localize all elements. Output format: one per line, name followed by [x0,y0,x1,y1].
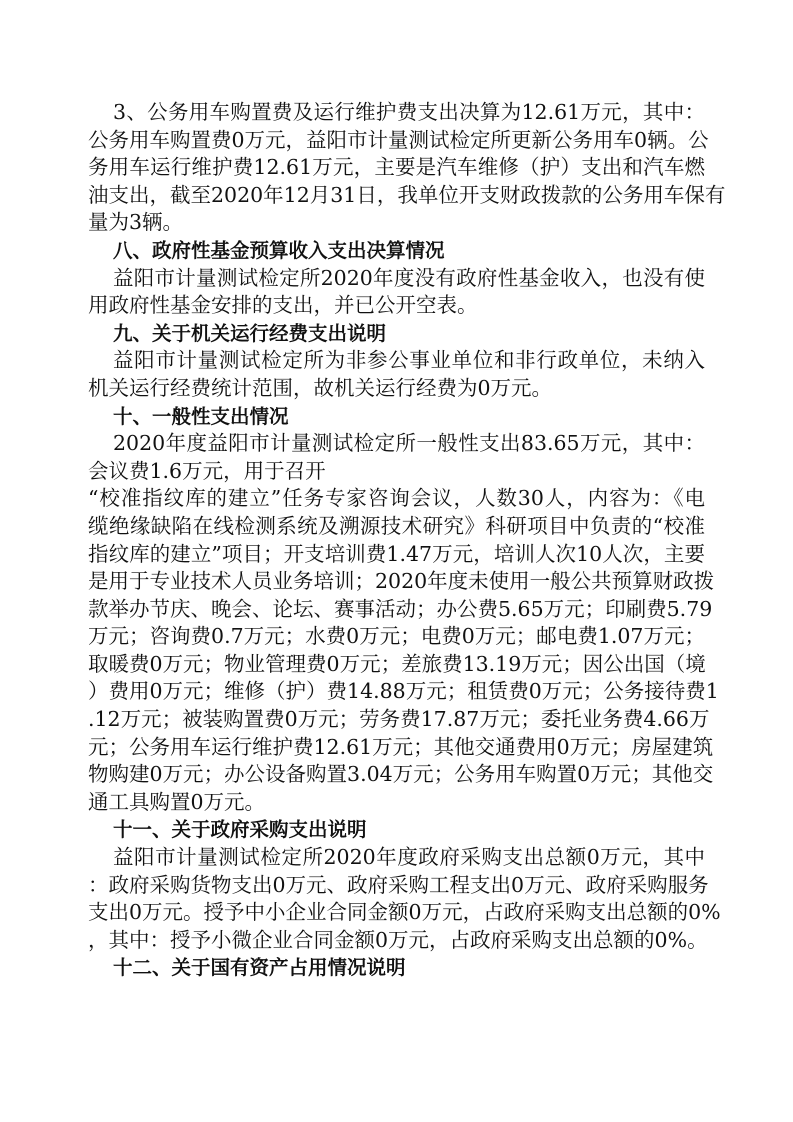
paragraph-line: 用政府性基金安排的支出，并已公开空表。 [88,293,478,318]
section-heading-9: 九、关于机关运行经费支出说明 [113,321,387,345]
document-page [88,99,726,982]
paragraph-line: 支出0万元。授予中小企业合同金额0万元，占政府采购支出总额的0% [88,900,721,925]
paragraph-line: 取暖费0万元；物业管理费0万元；差旅费13.19万元；因公出国（境 [88,651,706,676]
paragraph-line: ）费用0万元；维修（护）费14.88万元；租赁费0万元；公务接待费1 [88,679,719,704]
paragraph-line: .12万元；被装购置费0万元；劳务费17.87万元；委托业务费4.66万 [88,707,710,732]
paragraph-line: ，其中：授予小微企业合同金额0万元，占政府采购支出总额的0%。 [88,927,708,952]
section-heading-11: 十一、关于政府采购支出说明 [113,818,367,842]
paragraph-line: 机关运行经费统计范围，故机关运行经费为0万元。 [88,375,553,400]
paragraph-line: 益阳市计量测试检定所2020年度没有政府性基金收入，也没有使 [113,265,705,290]
paragraph-line: 缆绝缘缺陷在线检测系统及溯源技术研究》科研项目中负责的“校准 [88,513,705,538]
paragraph-line: 务用车运行维护费12.61万元，主要是汽车维修（护）支出和汽车燃 [88,155,705,180]
paragraph-line: 益阳市计量测试检定所为非参公事业单位和非行政单位，未纳入 [113,348,705,373]
paragraph-line: 益阳市计量测试检定所2020年度政府采购支出总额0万元，其中 [113,845,705,870]
paragraph-line: 万元；咨询费0.7万元；水费0万元；电费0万元；邮电费1.07万元； [88,624,705,649]
paragraph-line: ：政府采购货物支出0万元、政府采购工程支出0万元、政府采购服务 [88,872,709,897]
paragraph-line: 量为3辆。 [88,210,184,235]
paragraph-line: 公务用车购置费0万元，益阳市计量测试检定所更新公务用车0辆。公 [88,127,709,152]
paragraph-line: 会议费1.6万元，用于召开 [88,458,326,483]
paragraph-line: 是用于专业技术人员业务培训；2020年度未使用一般公共预算财政拨 [88,569,715,594]
paragraph-line: “校准指纹库的建立”任务专家咨询会议，人数30人，内容为：《电 [88,486,705,511]
paragraph-line: 款举办节庆、晚会、论坛、赛事活动；办公费5.65万元；印刷费5.79 [88,596,713,621]
section-heading-8: 八、政府性基金预算收入支出决算情况 [113,238,445,262]
paragraph-line: 物购建0万元；办公设备购置3.04万元；公务用车购置0万元；其他交 [88,762,714,787]
paragraph-line: 油支出，截至2020年12月31日，我单位开支财政拨款的公务用车保有 [88,182,726,207]
section-heading-12: 十二、关于国有资产占用情况说明 [113,956,406,980]
paragraph-line: 通工具购置0万元。 [88,789,266,814]
paragraph-line: 指纹库的建立”项目；开支培训费1.47万元，培训人次10人次，主要 [88,541,705,566]
paragraph-line: 元；公务用车运行维护费12.61万元；其他交通费用0万元；房屋建筑 [88,734,714,759]
paragraph-line: 2020年度益阳市计量测试检定所一般性支出83.65万元，其中： [113,431,705,456]
section-heading-10: 十、一般性支出情况 [113,404,289,428]
paragraph-line: 3、公务用车购置费及运行维护费支出决算为12.61万元，其中： [113,100,705,124]
